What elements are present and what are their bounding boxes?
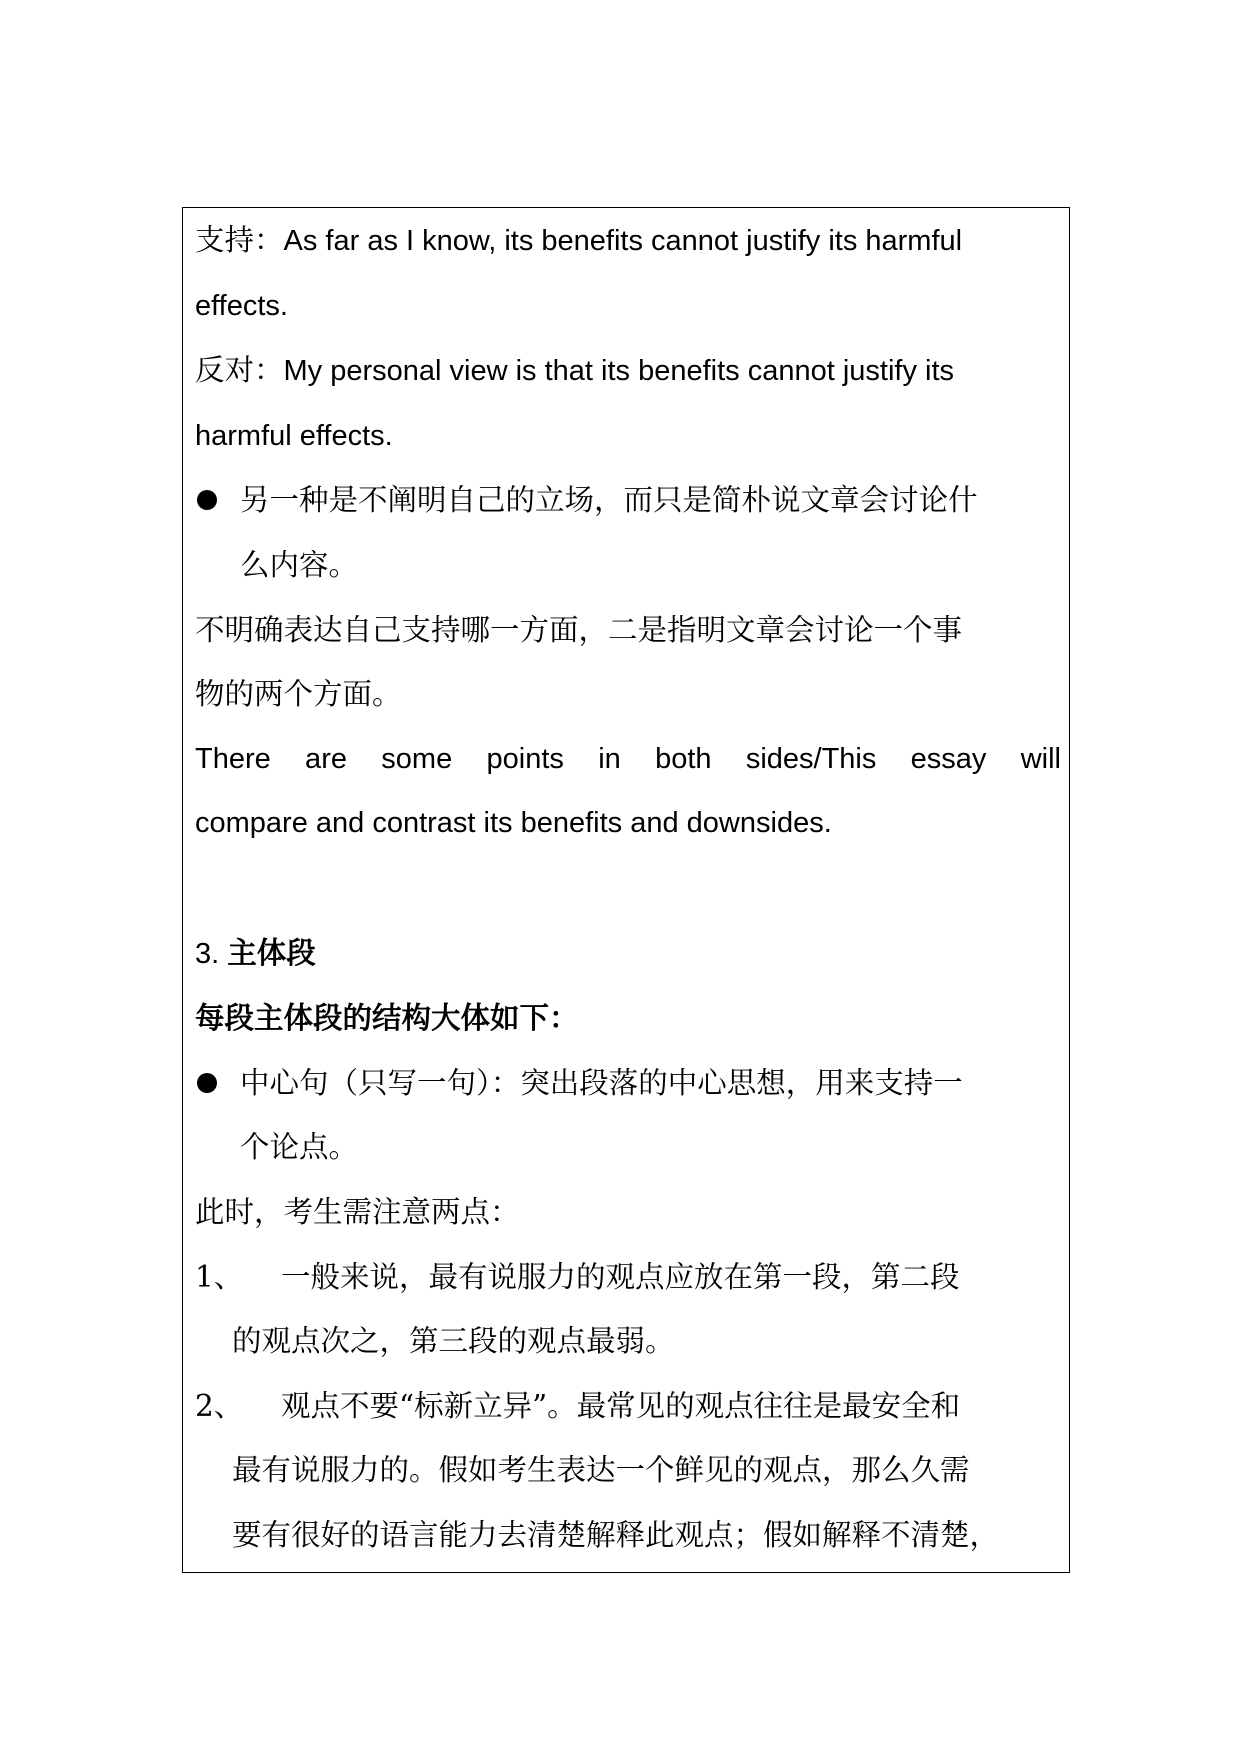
item-number: 2、	[195, 1388, 244, 1423]
numbered-text-line: 观点不要“标新立异”。最常见的观点往往是最安全和	[281, 1388, 961, 1423]
oppose-label: 反对：	[195, 353, 284, 388]
section-title: 主体段	[227, 935, 316, 970]
oppose-line	[195, 338, 1061, 404]
paragraph-line: 不明确表达自己支持哪一方面，二是指明文章会讨论一个事	[195, 612, 963, 647]
section-number: 3.	[195, 937, 228, 970]
bullet-dot-icon	[197, 1073, 217, 1093]
numbered-text-line: 的观点次之，第三段的观点最弱。	[232, 1324, 675, 1359]
numbered-text-line: 最有说服力的。假如考生表达一个鲜见的观点，那么久需	[232, 1453, 970, 1488]
bullet-text-line: 个论点。	[240, 1130, 359, 1165]
english-sentence-line: There are some points in both sides/This essay will	[195, 742, 1061, 775]
numbered-text-line: 一般来说，最有说服力的观点应放在第一段，第二段	[281, 1259, 960, 1294]
section-heading	[195, 921, 1061, 987]
support-label: 支持：	[195, 223, 284, 257]
oppose-text-cont: harmful effects.	[195, 419, 393, 452]
document-table-cell	[182, 207, 1070, 1573]
bullet-text-line: 么内容。	[240, 547, 359, 582]
numbered-item	[195, 1374, 1061, 1568]
support-text-cont: effects.	[195, 289, 288, 322]
paragraph-line: 物的两个方面。	[195, 677, 402, 712]
bullet-item	[195, 1051, 1061, 1180]
bullet-dot-icon	[197, 490, 217, 510]
support-text: As far as I know, its benefits cannot justify its harmful	[283, 225, 963, 257]
support-line	[195, 208, 1061, 274]
cell-content	[195, 208, 1061, 1567]
subheading: 每段主体段的结构大体如下：	[195, 1001, 579, 1036]
bullet-text-line: 中心句（只写一句）：突出段落的中心思想，用来支持一	[240, 1065, 963, 1100]
oppose-text: My personal view is that its benefits cannot justify its	[283, 355, 955, 388]
item-number: 1、	[195, 1259, 244, 1294]
numbered-item	[195, 1245, 1061, 1374]
bullet-text-line: 另一种是不阐明自己的立场，而只是简朴说文章会讨论什	[240, 483, 978, 518]
bullet-item	[195, 468, 1061, 597]
paragraph-line: 此时，考生需注意两点：	[195, 1194, 520, 1229]
english-sentence-line: compare and contrast its benefits and downsides.	[195, 807, 832, 840]
numbered-text-line: 要有很好的语言能力去清楚解释此观点；假如解释不清楚，	[232, 1517, 1000, 1552]
blank-line	[195, 856, 1061, 921]
